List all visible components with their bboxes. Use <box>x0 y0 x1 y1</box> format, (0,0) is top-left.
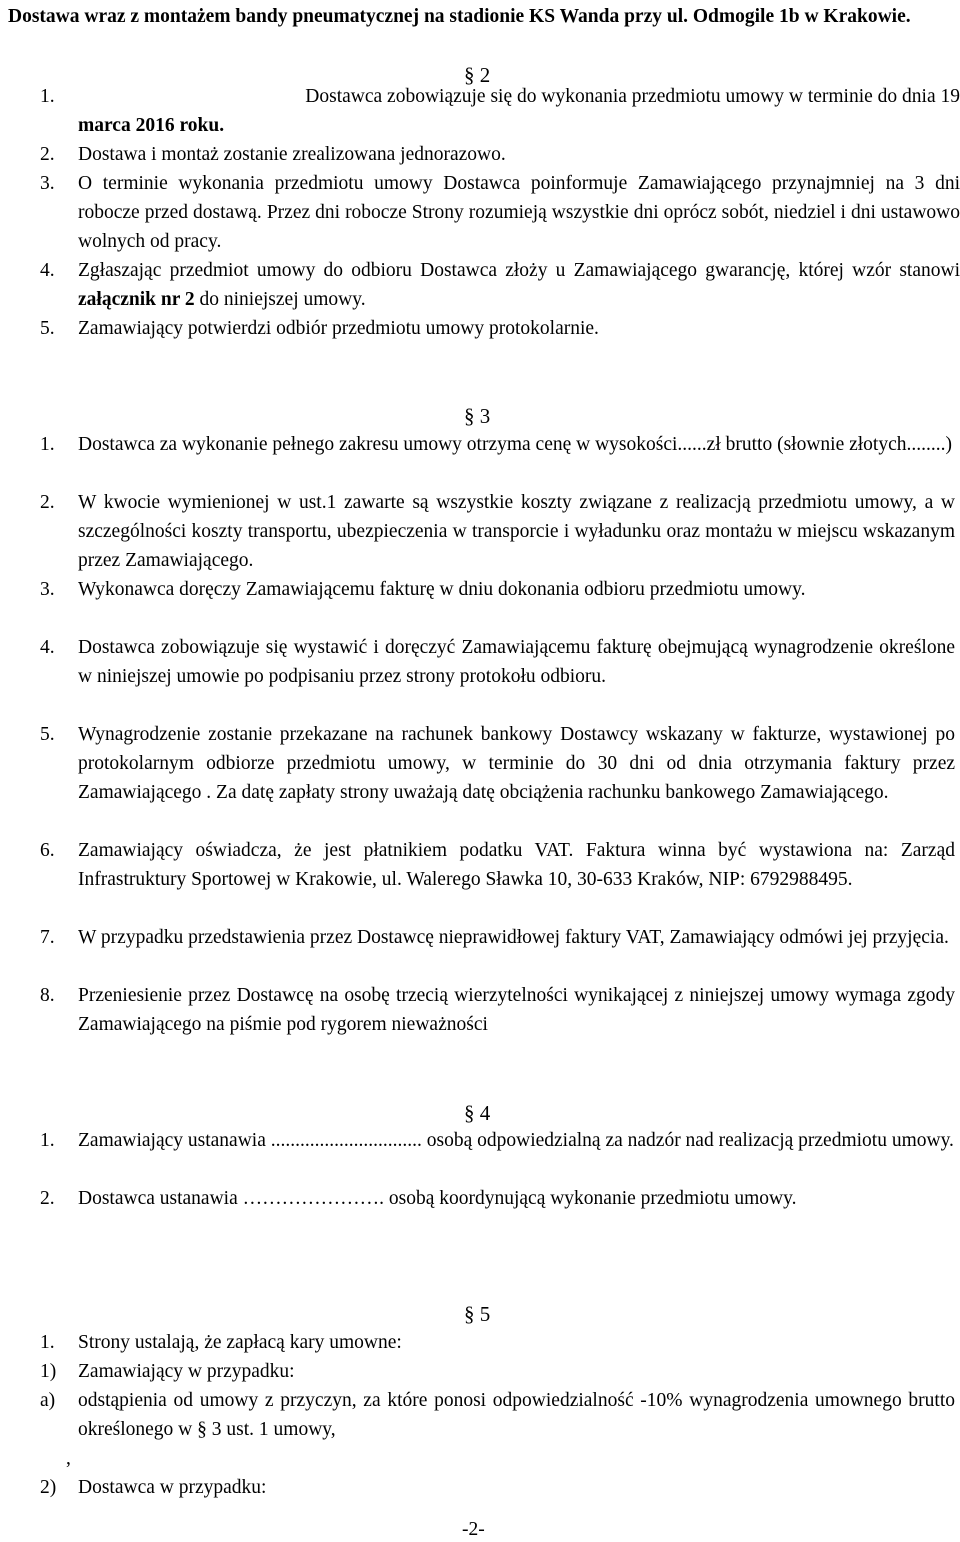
page-number: -2- <box>462 1519 485 1540</box>
item-number: 2) <box>40 1477 57 1498</box>
item-text <box>78 256 960 314</box>
item-text: Dostawa i montaż zostanie zrealizowana jednorazowo. <box>78 144 506 165</box>
item-number: 5. <box>40 318 55 339</box>
item-number: 3. <box>40 173 55 194</box>
section-3-heading: § 3 <box>464 404 491 428</box>
item-number: 7. <box>40 927 55 948</box>
item-text: Zamawiający ustanawia ............................... osobą odpowiedzialną za nadzór nad realizacją przedmiotu umowy. <box>78 1130 954 1151</box>
stray-comma-text: , <box>66 1448 71 1469</box>
item-text-part: do niniejszej umowy. <box>194 289 366 310</box>
item-number: 5. <box>40 724 55 745</box>
section-2-item-1 <box>40 82 960 140</box>
document-title <box>8 2 952 31</box>
item-number: 3. <box>40 579 55 600</box>
item-text: Wynagrodzenie zostanie przekazane na rachunek bankowy Dostawcy wskazany w fakturze, wystawionej po protokolarnym odbiorze przedmiotu umowy, w terminie do 30 dni od dnia otrzymania faktury przez Zamawiającego . Za datę zapłaty strony uważają datę obciążenia rachunku bankowego Zamawiającego. <box>78 724 955 803</box>
item-text: Dostawca ustanawia …………………. osobą koordynującą wykonanie przedmiotu umowy. <box>78 1188 797 1209</box>
item-text-part: Zgłaszając przedmiot umowy do odbioru Dostawca złoży u Zamawiającego gwarancję, której wzór stanowi <box>78 260 960 281</box>
item-text: Przeniesienie przez Dostawcę na osobę trzecią wierzytelności wynikającej z niniejszej umowy wymaga zgody Zamawiającego na piśmie pod rygorem nieważności <box>78 985 955 1035</box>
section-5-heading: § 5 <box>464 1302 491 1326</box>
item-number: 1) <box>40 1361 57 1382</box>
item-number: 4. <box>40 637 55 658</box>
item-text: Zamawiający oświadcza, że jest płatnikiem podatku VAT. Faktura winna być wystawiona na: Zarząd Infrastruktury Sportowej w Krakowie, ul. Walerego Sławka 10, 30-633 Kraków, NIP: 6792988495. <box>78 840 955 890</box>
item-number: 2. <box>40 492 55 513</box>
document-title-text: Dostawa wraz z montażem bandy pneumatycznej na stadionie KS Wanda przy ul. Odmogile 1b w Krakowie. <box>8 6 911 27</box>
item-number: 8. <box>40 985 55 1006</box>
item-text: Dostawca zobowiązuje się wystawić i doręczyć Zamawiającemu fakturę obejmującą wynagrodzenie określone w niniejszej umowie po podpisaniu przez strony protokołu odbioru. <box>78 637 955 687</box>
item-number: 6. <box>40 840 55 861</box>
item-number: 1. <box>40 1130 55 1151</box>
item-text <box>78 82 960 111</box>
item-text: Zamawiający w przypadku: <box>78 1361 295 1382</box>
item-text: Wykonawca doręczy Zamawiającemu fakturę w dniu dokonania odbioru przedmiotu umowy. <box>78 579 806 600</box>
item-text: W kwocie wymienionej w ust.1 zawarte są wszystkie koszty związane z realizacją przedmiotu umowy, a w szczególności koszty transportu, ubezpieczenia w transporcie i wyładunku oraz montażu w miejscu wskazanym przez Zamawiającego. <box>78 492 955 571</box>
item-number: 1. <box>40 1332 55 1353</box>
item-text: Zamawiający potwierdzi odbiór przedmiotu umowy protokolarnie. <box>78 318 599 339</box>
section-4-heading: § 4 <box>464 1101 491 1125</box>
item-number: 2. <box>40 144 55 165</box>
item-text: Dostawca w przypadku: <box>78 1477 267 1498</box>
item-number: 2. <box>40 1188 55 1209</box>
item-text: O terminie wykonania przedmiotu umowy Dostawca poinformuje Zamawiającego przynajmniej na 3 dni robocze przed dostawą. Przez dni robocze Strony rozumieją wszystkie dni oprócz sobót, niedziel i dni ustawowo wolnych od pracy. <box>78 173 960 252</box>
item-number: 1. <box>40 434 55 455</box>
attachment-reference: załącznik nr 2 <box>78 289 195 310</box>
item-text: W przypadku przedstawienia przez Dostawcę nieprawidłowej faktury VAT, Zamawiający odmówi jej przyjęcia. <box>78 927 949 948</box>
item-number: a) <box>40 1390 56 1411</box>
item-text: odstąpienia od umowy z przyczyn, za które ponosi odpowiedzialność -10% wynagrodzenia umownego brutto określonego w § 3 ust. 1 umowy, <box>78 1390 955 1440</box>
item-number: 1. <box>40 86 55 107</box>
item-number: 4. <box>40 260 55 281</box>
item-text-line-1: Dostawca zobowiązuje się do wykonania przedmiotu umowy w terminie do dnia 19 <box>305 86 960 107</box>
item-text: Dostawca za wykonanie pełnego zakresu umowy otrzyma cenę w wysokości......zł brutto (słownie złotych........) <box>78 434 952 455</box>
item-text-bold: marca 2016 roku. <box>78 115 225 136</box>
item-text: Strony ustalają, że zapłacą kary umowne: <box>78 1332 402 1353</box>
section-2-heading: § 2 <box>464 63 491 87</box>
